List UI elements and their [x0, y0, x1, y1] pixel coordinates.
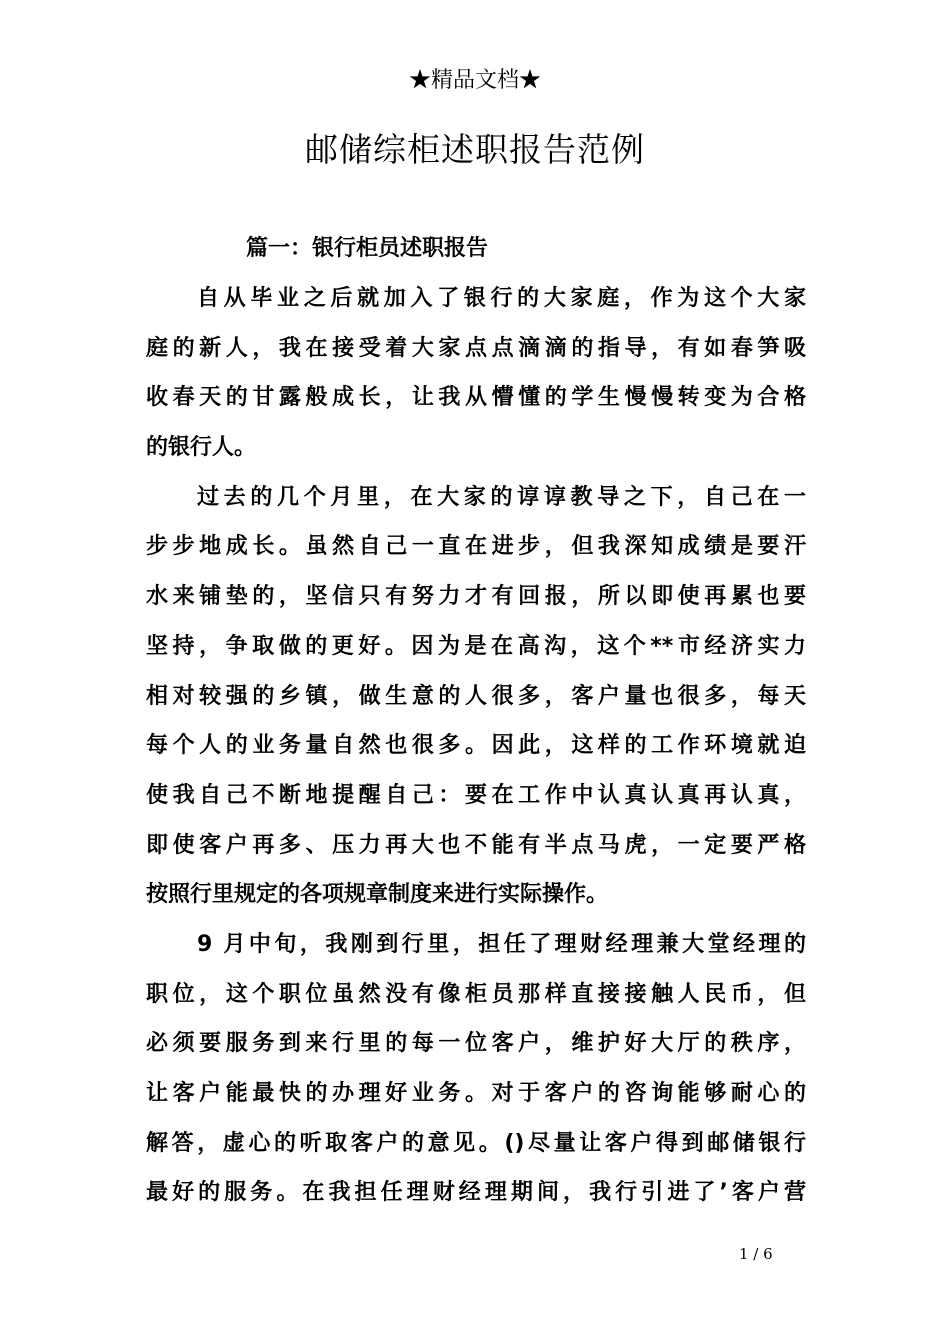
paragraph-2-line-6: 每个人的业务量自然也很多。因此，这样的工作环境就迫 — [146, 733, 806, 759]
paragraph-2-line-3: 水来铺垫的，坚信只有努力才有回报，所以即使再累也要 — [146, 584, 806, 610]
paragraph-3-line-2: 职位，这个职位虽然没有像柜员那样直接接触人民币，但 — [146, 981, 806, 1007]
paragraph-1-line-2: 庭的新人，我在接受着大家点点滴滴的指导，有如春笋吸 — [146, 335, 806, 361]
paragraph-2-line-9: 按照行里规定的各项规章制度来进行实际操作。 — [146, 882, 609, 908]
paragraph-2-line-2: 步步地成长。虽然自己一直在进步，但我深知成绩是要汗 — [146, 534, 806, 560]
paragraph-1-line-4: 的银行人。 — [146, 435, 257, 461]
paragraph-3-line-3: 必须要服务到来行里的每一位客户，维护好大厅的秩序， — [146, 1031, 806, 1057]
page-number: 1 / 6 — [739, 1245, 773, 1263]
paragraph-2-line-8: 即使客户再多、压力再大也不能有半点马虎，一定要严格 — [146, 832, 806, 858]
section-heading: 篇一：银行柜员述职报告 — [246, 236, 489, 261]
paragraph-3-line-4: 让客户能最快的办理好业务。对于客户的咨询能够耐心的 — [146, 1081, 806, 1106]
header-mark: ★精品文档★ — [408, 68, 541, 93]
document-body — [146, 274, 806, 1218]
paragraph-2-line-7: 使我自己不断地提醒自己：要在工作中认真认真再认真， — [146, 782, 806, 808]
paragraph-3-line-1: 9 月中旬，我刚到行里，担任了理财经理兼大堂经理的 — [197, 931, 806, 957]
paragraph-3-line-6: 最好的服务。在我担任理财经理期间，我行引进了’客户营 — [146, 1180, 806, 1206]
paragraph-1-line-1: 自从毕业之后就加入了银行的大家庭，作为这个大家 — [197, 286, 806, 311]
paragraph-2-line-1: 过去的几个月里，在大家的谆谆教导之下，自己在一 — [197, 484, 806, 510]
paragraph-2-line-5: 相对较强的乡镇，做生意的人很多，客户量也很多，每天 — [146, 683, 806, 709]
paragraph-2-line-4: 坚持，争取做的更好。因为是在高沟，这个**市经济实力 — [146, 633, 806, 659]
paragraph-1-line-3: 收春天的甘露般成长，让我从懵懂的学生慢慢转变为合格 — [146, 385, 806, 411]
document-title: 邮储综柜述职报告范例 — [305, 130, 645, 169]
paragraph-3-line-5: 解答，虚心的听取客户的意见。()尽量让客户得到邮储银行 — [146, 1130, 806, 1156]
